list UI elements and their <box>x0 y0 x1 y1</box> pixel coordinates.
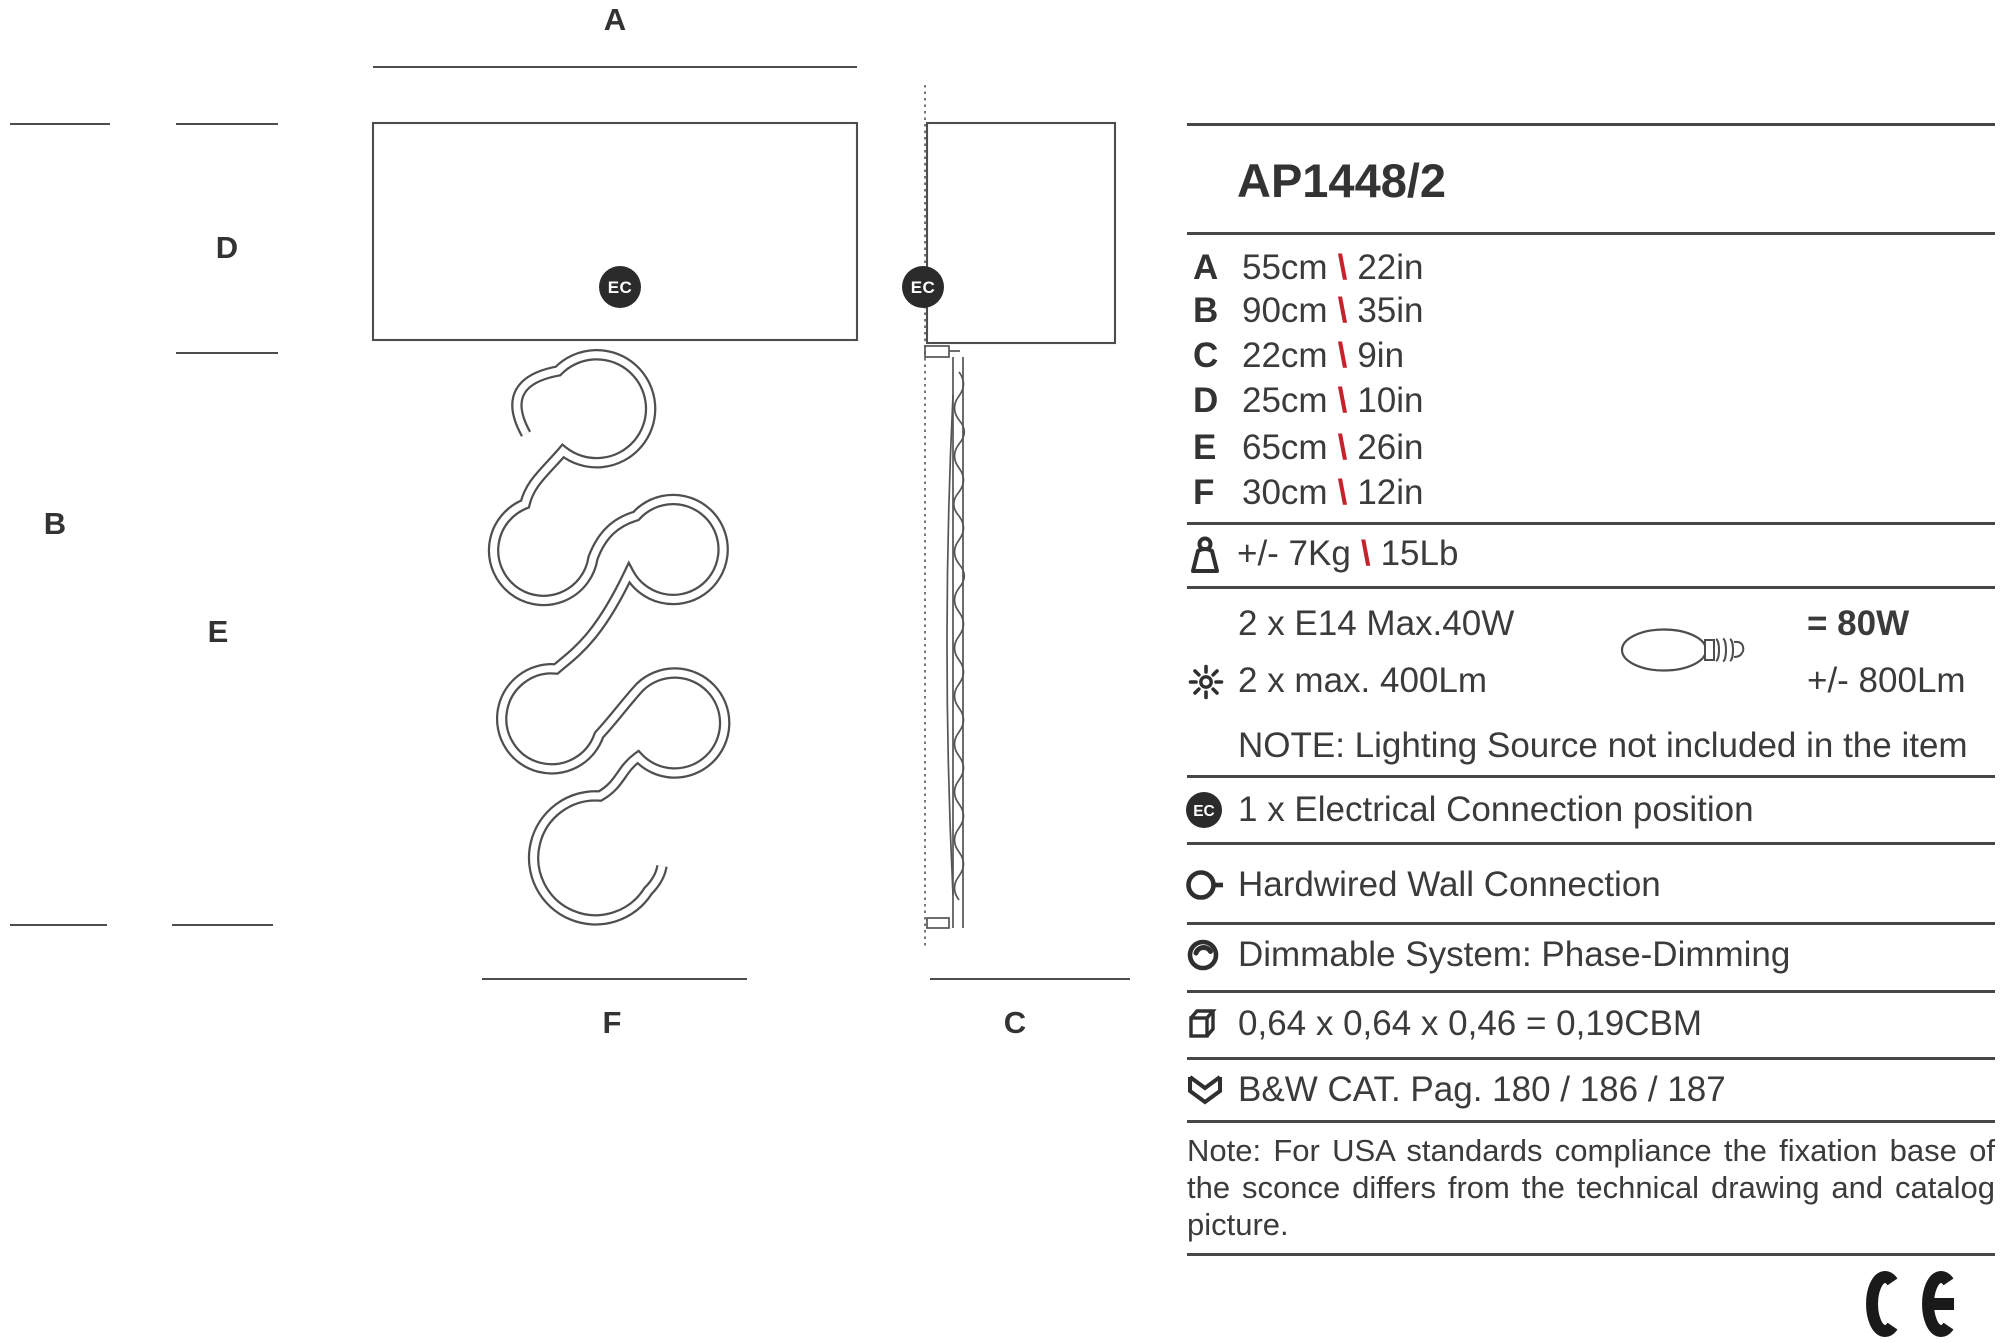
dim-label-E: E <box>207 614 229 649</box>
dim-row-A <box>1193 245 1424 290</box>
front-view-scroll-tube <box>494 355 725 920</box>
hardwired-text: Hardwired Wall Connection <box>1238 865 1661 904</box>
dim-label-D: D <box>215 230 239 265</box>
unit-separator: \ <box>1360 534 1371 573</box>
electrical-connection-row <box>1185 787 1754 833</box>
dim-row-letter: F <box>1193 472 1215 512</box>
lamp-lumen: 2 x max. 400Lm <box>1238 661 1487 700</box>
electrical-connection-text: 1 x Electrical Connection position <box>1238 790 1754 829</box>
dim-row-D <box>1193 378 1424 423</box>
dimmable-row <box>1185 932 1790 978</box>
lamp-note: NOTE: Lighting Source not included in the item <box>1238 726 1968 765</box>
dimmable-text: Dimmable System: Phase-Dimming <box>1238 935 1791 974</box>
ec-badge-side-label: EC <box>910 278 936 297</box>
side-view-top-stub <box>925 346 949 357</box>
dim-row-letter: E <box>1193 427 1217 467</box>
weight-icon <box>1185 533 1225 575</box>
svg-text:EC: EC <box>1193 803 1215 820</box>
dim-row-F <box>1193 470 1424 515</box>
dim-row-imperial: 35in <box>1357 290 1424 330</box>
unit-separator: \ <box>1337 472 1348 512</box>
rule-below-usa-note <box>1187 1253 1995 1256</box>
ec-badge-side <box>902 266 944 308</box>
bulb-icon <box>1620 627 1755 673</box>
hardwired-row <box>1185 862 1661 908</box>
usa-standards-note: Note: For USA standards compliance the fixation base of the sconce differs from the technical drawing and catalog picture. <box>1187 1133 1995 1242</box>
rule-above-dimmable <box>1187 922 1995 925</box>
dim-row-B <box>1193 288 1424 333</box>
weight-metric: +/- 7Kg <box>1237 534 1351 573</box>
dimmable-icon <box>1185 937 1221 973</box>
catalog-book-icon <box>1185 1073 1225 1107</box>
dim-row-metric: 65cm <box>1242 427 1328 467</box>
dim-row-imperial: 26in <box>1357 427 1424 467</box>
dim-row-metric: 30cm <box>1242 472 1328 512</box>
rule-top <box>1187 123 1995 126</box>
lamp-sockets: 2 x E14 Max.40W <box>1238 604 1515 643</box>
dim-label-A: A <box>603 2 627 37</box>
dim-row-imperial: 9in <box>1357 335 1405 375</box>
dim-row-letter: B <box>1193 290 1219 330</box>
rule-under-title <box>1187 232 1995 235</box>
dim-label-B: B <box>43 506 67 541</box>
rule-above-volume <box>1187 990 1995 993</box>
ec-badge-icon <box>1185 791 1223 829</box>
unit-separator: \ <box>1337 247 1348 287</box>
side-view-bottom-stub <box>927 918 949 928</box>
catalog-text: B&W CAT. Pag. 180 / 186 / 187 <box>1238 1070 1726 1109</box>
rule-above-usa-note <box>1187 1120 1995 1123</box>
unit-separator: \ <box>1337 427 1348 467</box>
dim-row-E <box>1193 425 1424 470</box>
lamp-total-lumen: +/- 800Lm <box>1807 661 1966 700</box>
dim-row-metric: 22cm <box>1242 335 1328 375</box>
unit-separator: \ <box>1337 335 1348 375</box>
dim-row-C <box>1193 333 1404 378</box>
rule-above-hardwired <box>1187 842 1995 845</box>
dim-label-F: F <box>602 1005 622 1040</box>
product-code: AP1448/2 <box>1237 154 1447 207</box>
rule-above-ec <box>1187 775 1995 778</box>
dim-row-imperial: 10in <box>1357 380 1424 420</box>
rule-above-catalog <box>1187 1057 1995 1060</box>
volume-row <box>1185 1001 1702 1047</box>
rule-above-lamp <box>1187 586 1995 589</box>
ec-badge-front <box>599 266 641 308</box>
unit-separator: \ <box>1337 380 1348 420</box>
ec-badge-front-label: EC <box>607 278 633 297</box>
dim-row-imperial: 22in <box>1357 247 1424 287</box>
dim-row-letter: A <box>1193 247 1219 287</box>
side-view-shade <box>927 123 1115 343</box>
dim-row-imperial: 12in <box>1357 472 1424 512</box>
box-volume-icon <box>1185 1006 1221 1042</box>
front-view-shade <box>373 123 857 340</box>
side-view-plate-profile <box>947 357 964 928</box>
dim-row-metric: 90cm <box>1242 290 1328 330</box>
lamp-total-wattage: = 80W <box>1807 604 1910 643</box>
dim-row-letter: C <box>1193 335 1219 375</box>
dim-row-letter: D <box>1193 380 1219 420</box>
ce-mark <box>1862 1270 1972 1342</box>
dim-row-metric: 55cm <box>1242 247 1328 287</box>
unit-separator: \ <box>1337 290 1348 330</box>
rule-above-weight <box>1187 522 1995 525</box>
weight-row <box>1185 531 1458 577</box>
weight-imperial: 15Lb <box>1380 534 1459 573</box>
volume-text: 0,64 x 0,64 x 0,46 = 0,19CBM <box>1238 1004 1703 1043</box>
dim-row-metric: 25cm <box>1242 380 1328 420</box>
dim-label-C: C <box>1003 1005 1027 1040</box>
hardwired-icon <box>1185 867 1229 903</box>
catalog-row <box>1185 1067 1726 1113</box>
brightness-icon <box>1186 662 1226 702</box>
